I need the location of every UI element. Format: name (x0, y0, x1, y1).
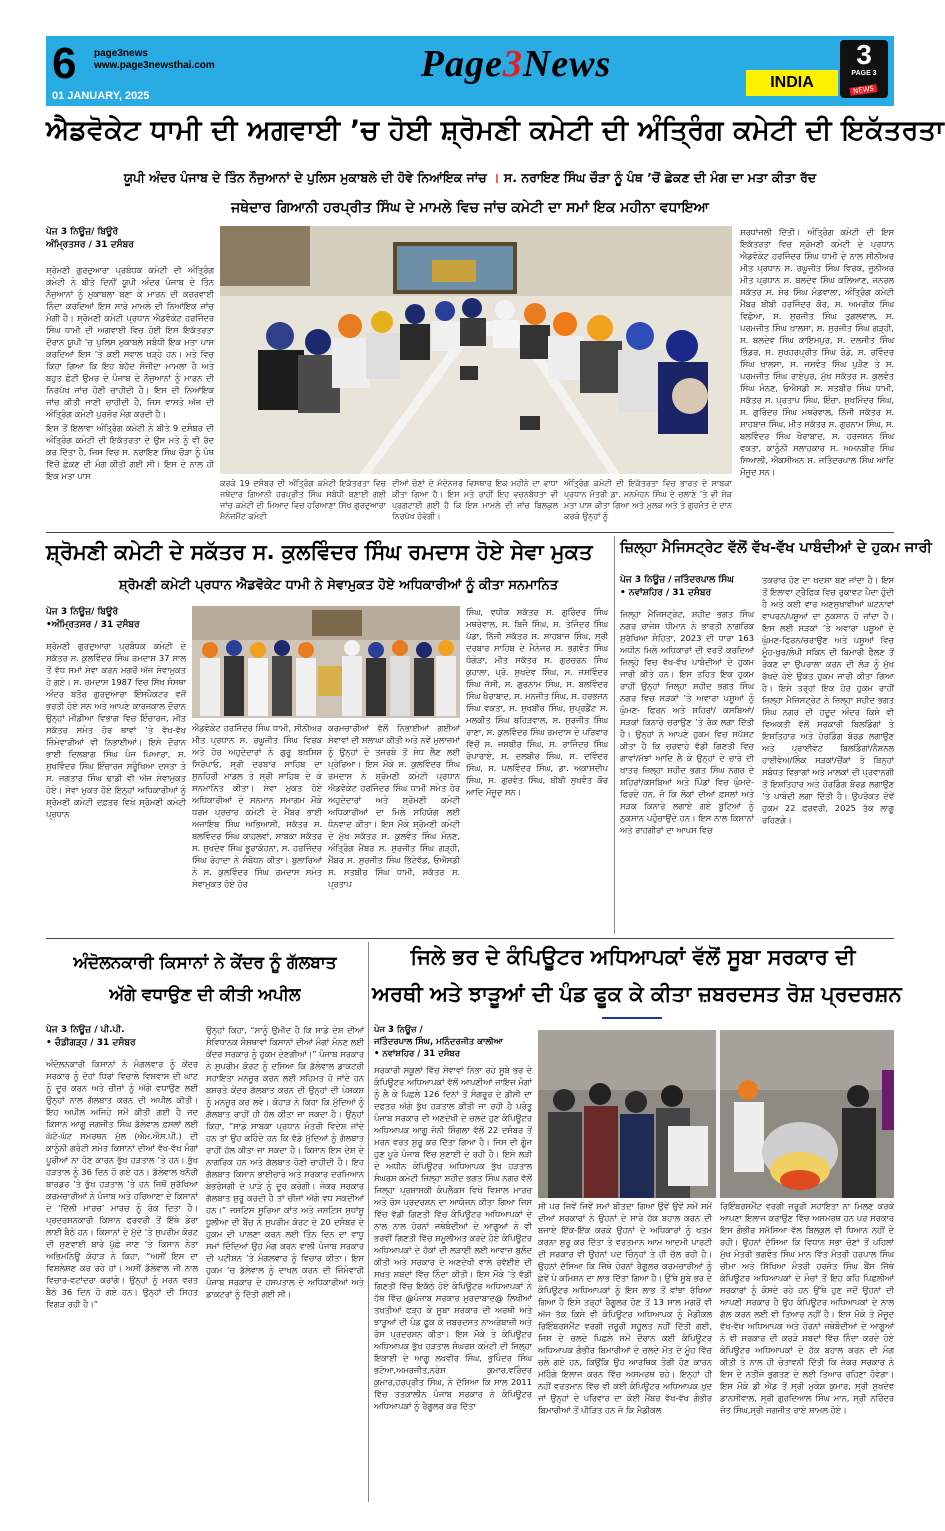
section-divider-1 (46, 532, 894, 533)
story2-subheadline: ਸ਼੍ਰੋਮਣੀ ਕਮੇਟੀ ਪ੍ਰਧਾਨ ਐਡਵੋਕੇਟ ਧਾਮੀ ਨੇ ਸੇਵਾਮੁਕਤ ਹੋਏ ਅਧਿਕਾਰੀਆਂ ਨੂੰ ਕੀਤਾ ਸਨਮਾਨਿਤ (118, 578, 559, 593)
retirement-ceremony-photo (192, 606, 460, 718)
region-badge: INDIA (746, 70, 838, 96)
story1-byline (46, 226, 211, 252)
story1-caption-3: ਅੰਤ੍ਰਿੰਗ ਕਮੇਟੀ ਦੀ ਇਕੱਤਰਤਾ ਵਿਚ ਭਾਰਤ ਦੇ ਸਾਬਕਾ ਪ੍ਰਧਾਨ ਮੰਤਰੀ ਡਾ. ਮਨਮੋਹਨ ਸਿੰਘ ਦੇ ਚਲਾਣੇ ’ਤੇ ਵੀ ਸ਼ੋਕ ਮਤਾ ਪਾਸ ਕੀਤਾ ਗਿਆ ਅਤੇ ਮੁਲਕ ਅਤੇ ਤੇ ਗੁਰਮੰਤ ਦੇ ਦਾਨ ਕਰਕੇ ਉਨ੍ਹਾਂ ਨੂੰ (564, 479, 732, 521)
story2-byline-agency: ਪੇਜ 3 ਨਿਊਜ਼/ ਬਿਊਰੋ (46, 607, 119, 617)
story4-byline-place: • ਚੰਡੀਗੜ੍ਹ / 31 ਦਸੰਬਰ (46, 1038, 136, 1048)
story1-caption-2: ਦੀਆਂ ਚੋਣਾਂ ਦੇ ਮੱਦੇਨਜ਼ਰ ਵਿਸਥਾਰ ਇਕ ਮਹੀਨੇ ਦਾ ਵਾਧਾ ਕੀਤਾ ਗਿਆ ਹੈ। ਇਸ ਮਤੇ ਰਾਹੀਂ ਇਹ ਵਚਨਬੱਧਤਾ ਵੀ ਪ੍ਰਗਟਾਈ ਗਈ ਹੈ ਕਿ ਇਸ ਮਾਮਲੇ ਦੀ ਜਾਂਚ ਬਿਲਕੁਲ ਨਿਰਪੱਖ ਹੋਵੇਗੀ। (392, 479, 558, 521)
meeting-photo-illustration (220, 226, 732, 474)
page-number: 6 (52, 39, 77, 88)
masthead (46, 36, 894, 106)
story5-byline-reporters: ਜਤਿੰਦਰਪਾਲ ਸਿੰਘ, ਮਨਿੰਦਰਜੀਤ ਕਾਲੀਆ (374, 1037, 503, 1047)
story3-column-2: ਤਕਰਾਰ ਹੋਣ ਦਾ ਖਦਸ਼ਾ ਬਣ ਜਾਂਦਾ ਹੈ। ਇਸ ਤੋਂ ਇਲਾਵਾ ਟ੍ਰੈਫਿਕ ਵਿਚ ਰੁਕਾਵਟ ਪੈਦਾ ਹੁੰਦੀ ਹੈ ਅਤੇ ਕਈ ਵਾਰ ਅਣਸੁਖਾਵੀਆਂ ਘਟਨਾਵਾਂ ਵਾਪਰਨ/ਪਸ਼ੂਆਂ ਦਾ ਨੁਕਸਾਨ ਹੋ ਜਾਂਦਾ ਹੈ। ਇਸ ਲਈ ਸੜਕਾਂ ’ਤੇ ਅਵਾਰਾ ਪਸ਼ੂਆਂ ਦੇ ਘੁੰਮਣ-ਫਿਰਨ/ਚਰਾਉਣ ਅਤੇ ਪਸ਼ੂਆਂ ਵਿਚ ਮੂੰਹ-ਖੁਰ/ਲੰਪੀ ਸਕਿਨ ਦੀ ਬਿਮਾਰੀ ਫੈਲਣ ਤੋਂ ਰੋਕਣ ਦਾ ਉਪਰਾਲਾ ਕਰਨ ਦੀ ਲੋੜ ਨੂੰ ਮੁੱਖ ਰੱਖਦੇ ਹੋਏ ਉਕਤ ਹੁਕਮ ਜਾਰੀ ਕੀਤਾ ਗਿਆ ਹੈ। ਇਸੇ ਤਰ੍ਹਾਂ ਇਕ ਹੋਰ ਹੁਕਮ ਰਾਹੀਂ ਜ਼ਿਲ੍ਹਾ ਮੈਜਿਸਟ੍ਰੇਟ ਨੇ ਜ਼ਿਲ੍ਹਾ ਸ਼ਹੀਦ ਭਗਤ ਸਿੰਘ ਨਗਰ ਦੀ ਹਦੂਦ ਅੰਦਰ ਕਿਸੇ ਵੀ ਵਿਅਕਤੀ ਵੱਲੋਂ ਸਰਕਾਰੀ ਬਿਲਡਿੰਗਾਂ ਤੇ ਇਸ਼ਤਿਹਾਰ ਅਤੇ ਹੋਰਡਿੰਗ ਬੋਰਡ ਲਗਾਉਣ ਅਤੇ ਪ੍ਰਾਈਵੇਟ ਬਿਲਡਿੰਗਾਂ/ਨੈਸ਼ਨਲ ਹਾਈਵੇਅ/ਲਿੰਕ ਸੜਕਾਂ/ਚੌਂਕਾਂ ਤੇ ਬਿਨ੍ਹਾਂ ਸਬੰਧਤ ਵਿਭਾਗਾਂ ਅਤੇ ਮਾਲਕਾਂ ਦੀ ਪ੍ਰਵਾਨਗੀ ਤੋਂ ਇਸ਼ਤਿਹਾਰ ਅਤੇ ਹੋਰਡਿੰਗ ਬੋਰਡ ਲਗਾਉਣ ’ਤੇ ਪਾਬੰਦੀ ਲਗਾ ਦਿੱਤੀ ਹੈ। ਉਪਰੋਕਤ ਦੋਵੇਂ ਹੁਕਮ 22 ਫਰਵਰੀ, 2025 ਤੱਕ ਲਾਗੂ ਰਹਿਣਗੇ। (762, 575, 894, 825)
story2-byline (46, 606, 186, 632)
story5-column-1: ਸਰਕਾਰੀ ਸਕੂਲਾਂ ਵਿੱਚ ਸੇਵਾਵਾਂ ਨਿਭਾ ਰਹੇ ਸੂਬੇ ਭਰ ਦੇ ਕੰਪਿਊਟਰ ਅਧਿਆਪਕਾਂ ਵੱਲੋਂ ਆਪਣੀਆਂ ਜਾਇਜ਼ ਮੰਗਾਂ ਨੂੰ ਲੈ ਕੇ ਪਿਛਲੇ 126 ਦਿਨਾਂ ਤੋਂ ਸੰਗਰੂਰ ਦੇ ਡੀਸੀ ਦਾ ਦਫਤਰ ਅੱਗੇ ਭੁੱਖ ਹੜਤਾਲ ਕੀਤੀ ਜਾ ਰਹੀ ਹੈ ਪਰੰਤੂ ਪੰਜਾਬ ਸਰਕਾਰ ਦੀ ਅਣਦੇਖੀ ਦੇ ਚਲਦੇ ਹੁਣ ਕੰਪਿਊਟਰ ਅਧਿਆਪਕ ਆਗੂ ਜੋਨੀ ਸਿੰਗਲਾ ਵੱਲੋਂ 22 ਦਸੰਬਰ ਤੋਂ ਮਰਨ ਵਰਤ ਸ਼ੁਰੂ ਕਰ ਦਿੱਤਾ ਗਿਆ ਹੈ। ਜਿਸ ਦੀ ਗੂੰਜ ਹੁਣ ਪੂਰੇ ਪੰਜਾਬ ਵਿੱਚ ਸੁਣਾਈ ਦੇ ਰਹੀ ਹੈ। ਇਸੇ ਲੜੀ ਦੇ ਅਧੀਨ ਕੰਪਿਊਟਰ ਅਧਿਆਪਕ ਭੁੱਖ ਹੜਤਾਲ ਸੰਘਰਸ਼ ਕਮੇਟੀ ਜਿਲ੍ਹਾ ਸ਼ਹੀਦ ਭਗਤ ਸਿੰਘ ਨਗਰ ਵੱਲੋਂ ਜਿਲ੍ਹਾ ਪ੍ਰਸ਼ਾਸਕੀ ਕੰਪਲੈਕਸ ਵਿਖੇ ਵਿਸ਼ਾਲ ਮਾਰਚ ਅਤੇ ਰੋਸ ਪ੍ਰਦਰਸ਼ਨ ਦਾ ਆਯੋਜਨ ਕੀਤਾ ਗਿਆ ਜਿਸ ਵਿੱਚ ਵੱਡੀ ਗਿਣਤੀ ਵਿੱਚ ਕੰਪਿਊਟਰ ਅਧਿਆਪਕਾਂ ਦੇ ਨਾਲ ਨਾਲ ਹੋਰਨਾਂ ਜਥੇਬੰਦੀਆਂ ਦੇ ਆਗੂਆਂ ਨੇ ਵੀ ਭਰਵੀਂ ਗਿਣਤੀ ਵਿੱਚ ਸ਼ਮੂਲੀਅਤ ਕਰਦੇ ਹੋਏ ਕੰਪਿਊਟਰ ਅਧਿਆਪਕਾਂ ਦੇ ਹੱਕਾਂ ਦੀ ਲੜਾਈ ਲਈ ਆਵਾਜ਼ ਬੁਲੰਦ ਕੀਤੀ ਅਤੇ ਸਰਕਾਰ ਦੇ ਅਣਦੇਖੀ ਵਾਲੇ ਰਵੱਈਏ ਦੀ ਸਖ਼ਤ ਸ਼ਬਦਾਂ ਵਿੱਚ ਨਿੰਦਾ ਕੀਤੀ। ਇਸ ਮੌਕੇ ’ਤੇ ਵੱਡੀ ਗਿਣਤੀ ਵਿੱਚ ਇਕੱਠੇ ਹੋਏ ਕੰਪਿਊਟਰ ਅਧਿਆਪਕਾਂ ਨੇ ਹੱਥ ਵਿੱਚ @ਪੰਜਾਬ ਸਰਕਾਰ ਮੁਰਦਾਬਾਦ@ ਲਿਖੀਆਂ ਤਖਤੀਆਂ ਫੜ੍ਹ ਕੇ ਸੂਬਾ ਸਰਕਾਰ ਦੀ ਅਰਥੀ ਅਤੇ ਝਾੜੂਆਂ ਦੀ ਪੰਡ ਫੂਕ ਕੇ ਜ਼ਬਰਦਸਤ ਨਾਅਰੇਬਾਜ਼ੀ ਅਤੇ ਰੋਸ ਪ੍ਰਦਰਸ਼ਨ ਕੀਤਾ। ਇਸ ਮੌਕੇ ਤੇ ਕੰਪਿਊਟਰ ਅਧਿਆਪਕ ਭੁੱਖ ਹੜਤਾਲ ਸੰਘਰਸ਼ ਕਮੇਟੀ ਦੀ ਜ਼ਿਲ੍ਹਾ ਇਕਾਈ ਦੇ ਆਗੂ ਲਖਵੀਰ ਸਿੰਘ, ਭੁਪਿੰਦਰ ਸਿੰਘ ਭਟੋਆ,ਅਮਰਜੀਤ,ਨਰੇਸ਼ ਕੁਮਾਰ,ਵਰਿੰਦਰ ਕੁਮਾਰ,ਹਰਪ੍ਰੀਤ ਸਿੰਘ, ਨੇ ਦੱਸਿਆ ਕਿ ਸਾਲ 2011 ਵਿੱਚ ਤਤਕਾਲੀਨ ਪੰਜਾਬ ਸਰਕਾਰ ਨੇ ਕੰਪਿਊਟਰ ਅਧਿਆਪਕਾਂ ਨੂੰ ਰੈਗੂਲਰ ਕਰ ਦਿੱਤਾ (374, 1065, 532, 1411)
story2-column-2: ਐਡਵੋਕੇਟ ਹਰਜਿੰਦਰ ਸਿੰਘ ਧਾਮੀ, ਸੀਨੀਅਰ ਮੀਤ ਪ੍ਰਧਾਨ ਸ. ਰਘੂਜੀਤ ਸਿੰਘ ਵਿਰਕ ਅਤੇ ਹੋਰ ਅਹੁਦੇਦਾਰਾਂ ਨੇ ਗੁਰੂ ਬਖ਼ਸ਼ਿਸ਼ ਸਿਰੋਪਾਓ, ਸ੍ਰੀ ਦਰਬਾਰ ਸਾਹਿਬ ਦਾ ਸੁਨਹਿਰੀ ਮਾਡਲ ਤੇ ਸ੍ਰੀ ਸਾਹਿਬ ਦੇ ਕੇ ਸਨਮਾਨਿਤ ਕੀਤਾ। ਸੇਵਾ ਮੁਕਤ ਹੋਏ ਅਧਿਕਾਰੀਆਂ ਦੇ ਸਨਮਾਨ ਸਮਾਗਮ ਮੌਕੇ ਧਰਮ ਪ੍ਰਚਾਰ ਕਮੇਟੀ ਦੇ ਮੈਂਬਰ ਭਾਈ ਅਜਾਇਬ ਸਿੰਘ ਅਭਿਆਸੀ, ਸਕੱਤਰ ਸ. ਬਲਵਿੰਦਰ ਸਿੰਘ ਕਾਹਲਵਾਂ, ਸਾਬਕਾ ਸਕੱਤਰ ਸ. ਸੁਖਦੇਵ ਸਿੰਘ ਭੂਰਾਕੋਹਨਾ, ਸ. ਹਰਜਿੰਦਰ ਸਿੰਘ ਰੋਹਾਦਾ ਨੇ ਸੰਬੋਧਨ ਕੀਤਾ। ਬੁਲਾਰਿਆਂ ਨੇ ਸ. ਕੁਲਵਿੰਦਰ ਸਿੰਘ ਰਮਦਾਸ ਸਮੇਤ ਸੇਵਾਮੁਕਤ ਹੋਏ ਹੋਰ (192, 723, 322, 889)
title-left: Page (420, 43, 503, 85)
section-divider-2 (46, 938, 894, 939)
story1-sub-right: ਸ. ਨਰਾਇਣ ਸਿੰਘ ਚੌੜਾ ਨੂੰ ਪੰਥ ’ਚੋਂ ਛੇਕਣ ਦੀ ਮੰਗ ਦਾ ਮਤਾ ਕੀਤਾ ਰੱਦ (503, 170, 817, 185)
story3-byline (620, 574, 760, 600)
story5-headline-line-1: ਜਿਲੇ ਭਰ ਦੇ ਕੰਪਿਊਟਰ ਅਧਿਆਪਕਾਂ ਵੱਲੋਂ ਸੂਬਾ ਸਰਕਾਰ ਦੀ (410, 945, 856, 969)
story1-caption-1: ਕਰਕੇ 19 ਦਸੰਬਰ ਦੀ ਅੰਤ੍ਰਿੰਗ ਕਮੇਟੀ ਇਕੱਤਰਤਾ ਵਿਚ ਜਥੇਦਾਰ ਗਿਆਨੀ ਹਰਪ੍ਰੀਤ ਸਿੰਘ ਸਬੰਧੀ ਬਣਾਈ ਗਈ ਜਾਂਚ ਕਮੇਟੀ ਦੀ ਮਿਆਦ ਵਿਚ ਹਰਿਆਣਾ ਸਿੱਖ ਗੁਰਦੁਆਰਾ ਮੈਨੇਜਮੈਂਟ ਕਮੇਟੀ (220, 479, 386, 521)
issue-date: 01 JANUARY, 2025 (52, 90, 150, 102)
story4-column-1: ਅੰਦੋਲਨਕਾਰੀ ਕਿਸਾਨਾਂ ਨੇ ਮੰਗਲਵਾਰ ਨੂੰ ਕੇਂਦਰ ਸਰਕਾਰ ਨੂੰ ਦੋਹਾਂ ਧਿਰਾਂ ਵਿਚਾਲੇ ਵਿਸ਼ਵਾਸ ਦੀ ਘਾਟ ਨੂੰ ਦੂਰ ਕਰਨ ਅਤੇ ਚੀਜ਼ਾਂ ਨੂੰ ਅੱਗੇ ਵਧਾਉਣ ਲਈ ਉਨ੍ਹਾਂ ਨਾਲ ਗੱਲਬਾਤ ਕਰਨ ਦੀ ਅਪੀਲ ਕੀਤੀ। ਇਹ ਅਪੀਲ ਅਜਿਹੇ ਸਮੇਂ ਕੀਤੀ ਗਈ ਹੈ ਜਦ ਕਿਸਾਨ ਆਗੂ ਜਗਜੀਤ ਸਿੰਘ ਡੱਲੇਵਾਲ ਫ਼ਸਲਾਂ ਲਈ ਘੱਟੋ-ਘੱਟ ਸਮਰਥਨ ਮੁੱਲ (ਐਮ.ਐਸ.ਪੀ.) ਦੀ ਕਾਨੂੰਨੀ ਗਰੰਟੀ ਸਮੇਤ ਕਿਸਾਨਾਂ ਦੀਆਂ ਵੱਖ-ਵੱਖ ਮੰਗਾਂ ਪੂਰੀਆਂ ਨਾ ਹੋਣ ਕਾਰਨ ਭੁੱਖ ਹੜਤਾਲ ’ਤੇ ਹਨ। ਭੁੱਖ ਹੜਤਾਲ ਨੂੰ 36 ਦਿਨ ਹੋ ਗਏ ਹਨ। ਡੱਲੇਵਾਲ ਖਨੌਰੀ ਬਾਰਡਰ ’ਤੇ ਭੁੱਖ ਹੜਤਾਲ ’ਤੇ ਹਨ ਜਿਥੋਂ ਸੁਰੱਖਿਆ ਕਰਮਚਾਰੀਆਂ ਨੇ ਪੰਜਾਬ ਅਤੇ ਹਰਿਆਣਾ ਦੇ ਕਿਸਾਨਾਂ ਦੇ ‘ਦਿੱਲੀ ਮਾਰਚ’ ਮਾਰਚ ਨੂੰ ਰੋਕ ਦਿਤਾ ਹੈ। ਪ੍ਰਦਰਸ਼ਨਕਾਰੀ ਕਿਸਾਨ ਫਰਵਰੀ ਤੋਂ ਇੱਥੇ ਡੇਰਾ ਲਾਈ ਬੈਠੇ ਹਨ। ਕਿਸਾਨਾਂ ਦੇ ਮੁੱਦੇ ’ਤੇ ਸੁਪਰੀਮ ਕੋਰਟ ਦੀ ਸੁਣਵਾਈ ਬਾਰੇ ਪੁੱਛੇ ਜਾਣ ’ਤੇ ਕਿਸਾਨ ਨੇਤਾ ਅਭਿਮਨਿਊ ਕੋਹਾੜ ਨੇ ਕਿਹਾ, “ਅਸੀਂ ਇਸ ਦਾ ਵਿਸ਼ਲੇਸ਼ਣ ਕਰ ਰਹੇ ਹਾਂ। ਅਸੀਂ ਡੱਲੇਵਾਲ ਜੀ ਨਾਲ ਵਿਚਾਰ-ਵਟਾਂਦਰਾ ਕਰਾਂਗੇ। ਉਨ੍ਹਾਂ ਨੂੰ ਮਰਨ ਵਰਤ ਬੈਠੇ 36 ਦਿਨ ਹੋ ਗਏ ਹਨ। ਉਨ੍ਹਾਂ ਦੀ ਸਿਹਤ ਵਿਗੜ ਰਹੀ ਹੈ।” (46, 1059, 198, 1309)
story1-right-column: ਸ਼ਰਧਾਂਜਲੀ ਦਿੱਤੀ। ਅੰਤ੍ਰਿੰਗ ਕਮੇਟੀ ਦੀ ਇਸ ਇਕੱਤਰਤਾ ਵਿਚ ਸ਼੍ਰੋਮਣੀ ਕਮੇਟੀ ਦੇ ਪ੍ਰਧਾਨ ਐਡਵੋਕੇਟ ਹਰਜਿੰਦਰ ਸਿੰਘ ਧਾਮੀ ਦੇ ਨਾਲ ਸੀਨੀਅਰ ਮੀਤ ਪ੍ਰਧਾਨ ਸ. ਰਘੂਜੀਤ ਸਿੰਘ ਵਿਰਕ, ਜੂਨੀਅਰ ਮੀਤ ਪ੍ਰਧਾਨ ਸ. ਬਲਦੇਵ ਸਿੰਘ ਕਲਿਆਣ, ਜਨਰਲ ਸਕੱਤਰ ਸ. ਸ਼ੇਰ ਸਿੰਘ ਮੰਡਵਾਲਾ, ਅੰਤ੍ਰਿੰਗ ਕਮੇਟੀ ਮੈਂਬਰ ਬੀਬੀ ਹਰਜਿੰਦਰ ਕੌਰ, ਸ. ਅਮਰੀਕ ਸਿੰਘ ਵਿਛੋਆ, ਸ. ਸੁਰਜੀਤ ਸਿੰਘ ਤੁਗਲਵਾਲ, ਸ. ਪਰਮਜੀਤ ਸਿੰਘ ਖ਼ਾਲਸਾ, ਸ. ਸੁਰਜੀਤ ਸਿੰਘ ਗੜ੍ਹੀ, ਸ. ਬਲਦੇਵ ਸਿੰਘ ਕਾਇਮਪੁਰ, ਸ. ਦਲਜੀਤ ਸਿੰਘ ਭਿੰਡਰ, ਸ. ਸੁਖਹਰਪ੍ਰੀਤ ਸਿੰਘ ਰੋਡੇ, ਸ. ਰਵਿੰਦਰ ਸਿੰਘ ਖ਼ਾਲਸਾ, ਸ. ਜਸਵੰਤ ਸਿੰਘ ਪੁੜੈਣ ਤੇ ਸ. ਪਰਮਜੀਤ ਸਿੰਘ ਰਾਏਪੁਰ, ਮੁੱਖ ਸਕੱਤਰ ਸ. ਕੁਲਵੰਤ ਸਿੰਘ ਮੰਨਣ, ਓਐਸਡੀ ਸ. ਸਤਬੀਰ ਸਿੰਘ ਧਾਮੀ, ਸਕੱਤਰ ਸ. ਪ੍ਰਤਾਪ ਸਿੰਘ, ਇੰਚਾ. ਸੁਖਮਿੰਦਰ ਸਿੰਘ, ਸ. ਗੁਰਿੰਦਰ ਸਿੰਘ ਮਥਰੇਵਾਲ, ਨਿੱਜੀ ਸਕੱਤਰ ਸ. ਸ਼ਾਹਬਾਜ਼ ਸਿੰਘ, ਮੀਤ ਸਕੱਤਰ ਸ. ਗੁਰਨਾਮ ਸਿੰਘ, ਸ. ਬਲਵਿੰਦਰ ਸਿੰਘ ਖੈਰਾਬਾਦ, ਸ. ਹਰਜਸ਼ਨ ਸਿੰਘ ਵਕਤਾ, ਕਾਨੂੰਨੀ ਸਲਾਹਕਾਰ ਸ. ਅਮਨਬੀਰ ਸਿੰਘ ਸਿਆਲੀ, ਐਕਸੀਅਨ ਸ. ਜਤਿੰਦਰਪਾਲ ਸਿੰਘ ਆਦਿ ਮੌਜੂਦ ਸਨ। (740, 227, 894, 477)
story4-column-2: ਉਨ੍ਹਾਂ ਕਿਹਾ, “ਸਾਨੂੰ ਉਮੀਦ ਹੈ ਕਿ ਸਾਡੇ ਦੇਸ਼ ਦੀਆਂ ਸੰਵਿਧਾਨਕ ਸੰਸਥਾਵਾਂ ਕਿਸਾਨਾਂ ਦੀਆਂ ਮੰਗਾਂ ਮੰਨਣ ਲਈ ਕੇਂਦਰ ਸਰਕਾਰ ਨੂੰ ਹੁਕਮ ਦੇਣਗੀਆਂ।” ਪੰਜਾਬ ਸਰਕਾਰ ਨੇ ਸੁਪਰੀਮ ਕੋਰਟ ਨੂੰ ਦਸਿਆ ਕਿ ਡੱਲੇਵਾਲ ਡਾਕਟਰੀ ਸਹਾਇਤਾ ਮਨਜ਼ੂਰ ਕਰਨ ਲਈ ਸਹਿਮਤ ਹੋ ਜਾਂਦੇ ਹਨ ਬਸ਼ਰਤੇ ਕੇਂਦਰ ਗੱਲਬਾਤ ਕਰਨ ਦੀ ਉਨ੍ਹਾਂ ਦੀ ਪੇਸ਼ਕਸ਼ ਨੂੰ ਮਨਜ਼ੂਰ ਕਰ ਲਵੇ। ਕੋਹਾੜ ਨੇ ਕਿਹਾ ਕਿ ਮੁੱਦਿਆਂ ਨੂੰ ਗੱਲਬਾਤ ਰਾਹੀਂ ਹੀ ਹੱਲ ਕੀਤਾ ਜਾ ਸਕਦਾ ਹੈ। ਉਨ੍ਹਾਂ ਕਿਹਾ, “ਸਾਡੇ ਸਾਬਕਾ ਪ੍ਰਧਾਨ ਮੰਤਰੀ ਵਿਦੇਸ਼ ਜਾਂਦੇ ਹਨ ਤਾਂ ਉਹ ਕਹਿੰਦੇ ਹਨ ਕਿ ਵੱਡੇ ਮੁੱਦਿਆਂ ਨੂੰ ਗੱਲਬਾਤ ਰਾਹੀਂ ਹੱਲ ਕੀਤਾ ਜਾ ਸਕਦਾ ਹੈ। ਕਿਸਾਨ ਇਸ ਦੇਸ਼ ਦੇ ਨਾਗਰਿਕ ਹਨ ਅਤੇ ਗੱਲਬਾਤ ਹੋਣੀ ਚਾਹੀਦੀ ਹੈ। ਇਹ ਗੱਲਬਾਤ ਕਿਸਾਨ ਭਾਈਚਾਰੇ ਅਤੇ ਸਰਕਾਰ ਦਰਮਿਆਨ ਬੇਭਰੋਸਗੀ ਦੇ ਪਾੜੇ ਨੂੰ ਦੂਰ ਕਰੇਗੀ। ਜੇਕਰ ਸਰਕਾਰ ਗੱਲਬਾਤ ਸ਼ੁਰੂ ਕਰਦੀ ਹੈ ਤਾਂ ਚੀਜ਼ਾਂ ਅੱਗੇ ਵਧ ਸਕਦੀਆਂ ਹਨ।” ਜਸਟਿਸ ਸੂਰਿਆ ਕਾਂਤ ਅਤੇ ਜਸਟਿਸ ਸੁਧਾਂਸ਼ੂ ਧੂਲੀਆ ਦੀ ਬੈਂਚ ਨੇ ਸੁਪਰੀਮ ਕੋਰਟ ਦੇ 20 ਦਸੰਬਰ ਦੇ ਹੁਕਮ ਦੀ ਪਾਲਣਾ ਕਰਨ ਲਈ ਤਿੰਨ ਦਿਨ ਦਾ ਵਾਧੂ ਸਮਾਂ ਦਿੰਦਿਆਂ ਉਹ ਮੰਗ ਕਰਨ ਵਾਲੀ ਪੰਜਾਬ ਸਰਕਾਰ ਦੀ ਪਟੀਸ਼ਨ ’ਤੇ ਮੰਗਲਵਾਰ ਨੂੰ ਵਿਚਾਰ ਕੀਤਾ। ਇਸ ਹੁਕਮ ’ਚ ਡੱਲੇਵਾਲ ਨੂੰ ਦਾਖਲ ਕਰਨ ਦੀ ਜ਼ਿੰਮੇਵਾਰੀ ਪੰਜਾਬ ਸਰਕਾਰ ਦੇ ਹਸਪਤਾਲ ਦੇ ਅਧਿਕਾਰੀਆਂ ਅਤੇ ਡਾਕਟਰਾਂ ਨੂੰ ਦਿੱਤੀ ਗਈ ਸੀ। (206, 1025, 364, 1299)
story2-column-1: ਸ਼੍ਰੋਮਣੀ ਗੁਰਦੁਆਰਾ ਪ੍ਰਬੰਧਕ ਕਮੇਟੀ ਦੇ ਸਕੱਤਰ ਸ. ਕੁਲਵਿੰਦਰ ਸਿੰਘ ਰਮਦਾਸ 37 ਸਾਲ ਤੋਂ ਵੱਧ ਸਮਾਂ ਸੇਵਾ ਕਰਨ ਮਗਰੋਂ ਅੱਜ ਸੇਵਾਮੁਕਤ ਹੋ ਗਏ। ਸ. ਰਮਦਾਸ 1987 ਵਿਚ ਸਿੱਖ ਸੰਸਥਾ ਅੰਦਰ ਬਤੌਰ ਗੁਰਦੁਆਰਾ ਇੰਸਪੈਕਟਰ ਵਜੋਂ ਭਰਤੀ ਹੋਏ ਸਨ ਅਤੇ ਆਪਣੇ ਕਾਰਜਕਾਲ ਦੌਰਾਨ ਉਨ੍ਹਾਂ ਮੀਡੀਆ ਵਿਭਾਗ ਵਿਚ ਇੰਚਾਰਜ, ਮੀਤ ਸਕੱਤਰ ਸਮੇਤ ਹੋਰ ਥਾਵਾਂ ’ਤੇ ਵੱਖ-ਵੱਖ ਜ਼ਿੰਮੇਵਾਰੀਆਂ ਵੀ ਨਿਭਾਈਆਂ। ਇਸੇ ਦੌਰਾਨ ਭਾਈ ਦਿਲਬਾਗ ਸਿੰਘ ਪੰਜ ਪਿਆਰਾ, ਸ. ਸੁਖਵਿੰਦਰ ਸਿੰਘ ਇੰਚਾਰਜ ਸਰੂੰਖਿਆ ਦਸਤਾ ਤੇ ਸ. ਜਗਤਾਰ ਸਿੰਘ ਢਾਡੀ ਵੀ ਅੱਜ ਸੇਵਾਮੁਕਤ ਹੋਏ। ਸੇਵਾ ਮੁਕਤ ਹੋਏ ਇਨ੍ਹਾਂ ਅਧਿਕਾਰੀਆਂ ਨੂੰ ਸ਼੍ਰੋਮਣੀ ਕਮੇਟੀ ਦਫ਼ਤਰ ਵਿਖੇ ਸ਼੍ਰੋਮਣੀ ਕਮੇਟੀ ਪ੍ਰਧਾਨ (46, 641, 186, 819)
masthead-handle: page3news (94, 48, 148, 59)
story1-column-1 (46, 264, 214, 524)
story3-column-1: ਜ਼ਿਲ੍ਹਾ ਮੈਜਿਸਟ੍ਰੇਟ, ਸ਼ਹੀਦ ਭਗਤ ਸਿੰਘ ਨਗਰ ਰਾਜੇਸ਼ ਧੀਮਾਨ ਨੇ ਭਾਰਤੀ ਨਾਗਰਿਕ ਸੁਰੱਖਿਆ ਸੰਹਿਤਾ, 2023 ਦੀ ਧਾਰਾ 163 ਅਧੀਨ ਮਿਲੇ ਅਧਿਕਾਰਾਂ ਦੀ ਵਰਤੋਂ ਕਰਦਿਆਂ ਜ਼ਿਲ੍ਹੇ ਵਿਚ ਵੱਖ-ਵੱਖ ਪਾਬੰਦੀਆਂ ਦੇ ਹੁਕਮ ਜਾਰੀ ਕੀਤੇ ਹਨ। ਇਸ ਤਹਿਤ ਇਕ ਹੁਕਮ ਰਾਹੀਂ ਉਨ੍ਹਾਂ ਜ਼ਿਲ੍ਹਾ ਸ਼ਹੀਦ ਭਗਤ ਸਿੰਘ ਨਗਰ ਵਿਚ ਸੜਕਾਂ ’ਤੇ ਅਵਾਰਾ ਪਸ਼ੂਆਂ ਨੂੰ ਘੁੰਮਣ- ਫਿਰਨ ਅਤੇ ਸ਼ਹਿਰਾਂ/ ਕਸਬਿਆਂ/ ਸੜਕਾਂ ਕਿਨਾਰੇ ਚਰਾਉਣ ’ਤੇ ਰੋਕ ਲਗਾ ਦਿੱਤੀ ਹੈ। ਉਨ੍ਹਾਂ ਨੇ ਆਪਣੇ ਹੁਕਮ ਵਿਚ ਸਪੱਸ਼ਟ ਕੀਤਾ ਹੈ ਕਿ ਚਰਵਾਹੇ ਵੱਡੀ ਗਿਣਤੀ ਵਿਚ ਗਾਵਾਂ/ਮੱਝਾਂ ਆਦਿ ਲੈ ਕੇ ਉਨ੍ਹਾਂ ਦੇ ਚਾਰੇ ਦੀ ਖ਼ਾਤਰ ਜ਼ਿਲ੍ਹਾ ਸ਼ਹੀਦ ਭਗਤ ਸਿੰਘ ਨਗਰ ਦੇ ਸ਼ਹਿਰਾਂ/ਕਸਬਿਆਂ ਅਤੇ ਪਿੰਡਾਂ ਵਿਚ ਘੁੰਮਦੇ-ਫਿਰਦੇ ਹਨ, ਜੋ ਕਿ ਲੋਕਾਂ ਦੀਆਂ ਫ਼ਸਲਾਂ ਅਤੇ ਸੜਕ ਕਿਨਾਰੇ ਲਗਾਏ ਗਏ ਬੂਟਿਆਂ ਨੂੰ ਨੁਕਸਾਨ ਪਹੁੰਚਾਉਂਦੇ ਹਨ। ਇਸ ਨਾਲ ਕਿਸਾਨਾਂ ਅਤੇ ਰਾਹਗੀਰਾਂ ਦਾ ਆਪਸ ਵਿਚ (620, 609, 754, 835)
story5-column-2: ਸੀ ਪਰ ਜਿਵੇਂ ਜਿਵੇਂ ਸਮਾਂ ਬੀਤਦਾ ਗਿਆ ਉਵੇਂ ਉਵੇਂ ਸਮੇਂ ਸਮੇਂ ਦੀਆਂ ਸਰਕਾਰਾਂ ਨੇ ਉਹਨਾਂ ਦੇ ਸਾਰੇ ਹੱਕ ਬਹਾਲ ਕਰਨ ਦੀ ਬਜਾਏ ਇੱਕ-ਇੱਕ ਕਰਕੇ ਉਹਨਾਂ ਦੇ ਅਧਿਕਾਰਾਂ ਨੂੰ ਖਤਮ ਕਰਨਾ ਸ਼ੁਰੂ ਕਰ ਦਿੱਤਾ ਤੇ ਵਰਤਮਾਨ ਆਮ ਆਦਮੀ ਪਾਰਟੀ ਦੀ ਸਰਕਾਰ ਵੀ ਉਹਨਾਂ ਪਦ ਚਿੰਨ੍ਹਾਂ ਤੇ ਹੀ ਚੱਲ ਰਹੀ ਹੈ। ਉਹਨਾਂ ਦੱਸਿਆ ਕਿ ਜਿੱਥੇ ਹੋਰਨਾਂ ਰੈਗੂਲਰ ਕਰਮਚਾਰੀਆਂ ਨੂੰ ਛੇਵੇਂ ਪੇ ਕਮਿਸ਼ਨ ਦਾ ਲਾਭ ਦਿੱਤਾ ਗਿਆ ਹੈ। ਉੱਥੇ ਸੂਬੇ ਭਰ ਦੇ ਕੰਪਿਊਟਰ ਅਧਿਆਪਕਾਂ ਨੂੰ ਇਸ ਲਾਭ ਤੋਂ ਵਾਂਝਾ ਰੱਖਿਆ ਗਿਆ ਹੈ ਇਸੇ ਤਰ੍ਹਾਂ ਰੈਗੂਲਰ ਹੋਣ ਤੋਂ 13 ਸਾਲ ਮਗਰੋਂ ਵੀ ਅੱਜ ਤੱਕ ਕਿਸੇ ਵੀ ਕੰਪਿਊਟਰ ਅਧਿਆਪਕ ਨੂੰ ਮੈਡੀਕਲ ਰਿਇੰਬਰਸਮੈਂਟ ਵਰਗੀ ਜ਼ਰੂਰੀ ਸਹੂਲਤ ਨਹੀਂ ਦਿੱਤੀ ਗਈ, ਜਿਸ ਦੇ ਚਲਦੇ ਪਿਛਲੇ ਸਮੇਂ ਦੌਰਾਨ ਕਈ ਕੰਪਿਊਟਰ ਅਧਿਆਪਕ ਗੰਭੀਰ ਬਿਮਾਰੀਆਂ ਦੇ ਚਲਦੇ ਮੌਤ ਦੇ ਮੂੰਹ ਵਿੱਚ ਚਲੇ ਗਏ ਹਨ, ਕਿਉਂਕਿ ਉਹ ਆਰਥਿਕ ਤੰਗੀ ਹੋਣ ਕਾਰਨ ਮਹਿੰਗੇ ਇਲਾਜ ਕਰਨ ਵਿੱਚ ਅਸਮਰਥ ਰਹੇ। ਇਨ੍ਹਾਂ ਹੀ ਨਹੀਂ ਵਰਤਮਾਨ ਵਿੱਚ ਵੀ ਕਈ ਕੰਪਿਊਟਰ ਅਧਿਆਪਕ ਖ਼ੁਦ ਜਾਂ ਉਨ੍ਹਾਂ ਦੇ ਪਰਿਵਾਰ ਦਾ ਕੋਈ ਮੈਂਬਰ ਵੱਖ-ਵੱਖ ਗੰਭੀਰ ਬਿਮਾਰੀਆਂ ਤੋਂ ਪੀੜਿਤ ਹਨ ਜੋ ਕਿ ਮੈਡੀਕਲ (538, 1201, 713, 1415)
story4-headline-line-2: ਅੱਗੇ ਵਧਾਉਣ ਦੀ ਕੀਤੀ ਅਪੀਲ (109, 985, 301, 1005)
headline-ornament (602, 1017, 662, 1019)
masthead-url[interactable]: www.page3newsthai.com (94, 60, 215, 71)
story2-column-4: ਸਿੰਘ, ਵਧੀਕ ਸਕੱਤਰ ਸ. ਗੁਰਿੰਦਰ ਸਿੰਘ ਮਥਰੇਵਾਲ, ਸ. ਬਿਜੈ ਸਿੰਘ, ਸ. ਤੇਜਿੰਦਰ ਸਿੰਘ ਪੱਡਾ, ਨਿੱਜੀ ਸਕੱਤਰ ਸ. ਸ਼ਾਹਬਾਜ਼ ਸਿੰਘ, ਸ੍ਰੀ ਦਰਬਾਰ ਸਾਹਿਬ ਦੇ ਮੈਨੇਜਰ ਸ. ਭਗਵੰਤ ਸਿੰਘ ਧੰਗੇੜਾ, ਮੀਤ ਸਕੱਤਰ ਸ. ਗੁਰਚਰਨ ਸਿੰਘ ਕੁਹਾਲਾ, ਪ੍ਰੋ. ਸੁਖਦੇਵ ਸਿੰਘ, ਸ. ਜਸਵਿੰਦਰ ਸਿੰਘ ਜੱਸੀ, ਸ. ਗੁਰਨਾਮ ਸਿੰਘ, ਸ. ਬਲਵਿੰਦਰ ਸਿੰਘ ਖੈਰਾਬਾਦ, ਸ. ਮਨਜੀਤ ਸਿੰਘ, ਸ. ਹਰਭਜਨ ਸਿੰਘ ਵਕਤਾ, ਸ. ਸੁਖਬੀਰ ਸਿੰਘ, ਸੁਪ੍ਰਡੈਂਟ ਸ. ਮਲਕੀਤ ਸਿੰਘ ਬਹਿੜਵਾਲ, ਸ. ਸੁਰਜੀਤ ਸਿੰਘ ਰਾਣਾ, ਸ. ਕੁਲਵਿੰਦਰ ਸਿੰਘ ਰਮਦਾਸ ਦੇ ਪਰਿਵਾਰ ਵਿੱਚੋਂ ਸ. ਜਸਬੀਰ ਸਿੰਘ, ਸ. ਰਾਜਿੰਦਰ ਸਿੰਘ ਰੋਪਾਰਾਏ, ਸ. ਦਲਬੀਰ ਸਿੰਘ, ਸ. ਦਵਿੰਦਰ ਸਿੰਘ, ਸ. ਪਲਵਿੰਦਰ ਸਿੰਘ, ਡਾ. ਅਕਾਸ਼ਦੀਪ ਸਿੰਘ, ਸ. ਗੁਰਵੰਤ ਸਿੰਘ, ਬੀਬੀ ਸੁਖਵੰਤ ਕੌਰ ਆਦਿ ਮੌਜੂਦ ਸਨ। (466, 607, 608, 797)
meeting-photo (220, 226, 732, 474)
logo-number: 3 (856, 39, 872, 70)
retirement-ceremony-illustration (192, 606, 460, 718)
story1-subheadline (46, 170, 894, 186)
column-divider-2 (368, 942, 369, 1502)
story5-byline-place: • ਨਵਾਂਸ਼ਹਿਰ / 31 ਦਸੰਬਰ (374, 1049, 460, 1059)
column-divider-1 (614, 536, 615, 934)
protest-photo (538, 1030, 894, 1198)
logo-text: PAGE 3 (851, 70, 877, 77)
story4-headline-line-1: ਅੰਦੋਲਨਕਾਰੀ ਕਿਸਾਨਾਂ ਨੇ ਕੇਂਦਰ ਨੂੰ ਗੱਲਬਾਤ (73, 953, 337, 973)
page3-logo (840, 40, 888, 98)
story1-sub-separator: । (491, 170, 500, 185)
story1-byline-agency: ਪੇਜ 3 ਨਿਊਜ਼/ ਬਿਊਰੋ (46, 227, 119, 237)
title-right: News (522, 43, 612, 85)
protest-photo-illustration (538, 1030, 894, 1198)
story5-byline-agency: ਪੇਜ 3 ਨਿਊਜ਼ / (374, 1025, 423, 1035)
story2-headline: ਸ਼੍ਰੋਮਣੀ ਕਮੇਟੀ ਦੇ ਸਕੱਤਰ ਸ. ਕੁਲਵਿੰਦਰ ਸਿੰਘ ਰਮਦਾਸ ਹੋਏ ਸੇਵਾ ਮੁਕਤ (46, 540, 593, 564)
story5-headline-line-2: ਅਰਥੀ ਅਤੇ ਝਾੜੂਆਂ ਦੀ ਪੰਡ ਫੂਕ ਕੇ ਕੀਤਾ ਜ਼ਬਰਦਸਤ ਰੋਸ਼ ਪ੍ਰਦਰਸ਼ਨ (372, 982, 902, 1006)
story1-col1-para2: ਇਸ ਤੋਂ ਇਲਾਵਾ ਅੰਤ੍ਰਿੰਗ ਕਮੇਟੀ ਨੇ ਬੀਤੇ 9 ਦਸੰਬਰ ਦੀ ਅੰਤ੍ਰਿੰਗ ਕਮੇਟੀ ਦੀ ਇਕੱਤਰਤਾ ਦੇ ਉਸ ਮਤੇ ਨੂੰ ਵੀ ਰੱਦ ਕਰ ਦਿੱਤਾ ਹੈ, ਜਿਸ ਵਿਚ ਸ. ਨਰਾਇਣ ਸਿੰਘ ਚੌੜਾ ਨੂੰ ਪੰਥ ਵਿੱਚੋਂ ਛੇਕਣ ਦੀ ਮੰਗ ਕੀਤੀ ਗਈ ਸੀ। ਇਸ ਦੇ ਨਾਲ ਹੀ ਇਕ ਮਤਾ ਪਾਸ (46, 423, 214, 481)
story3-byline-agency: ਪੇਜ 3 ਨਿਊਜ਼ / ਜਤਿੰਦਰਪਾਲ ਸਿੰਘ (620, 575, 734, 585)
title-three: 3 (502, 43, 523, 85)
story3-byline-place: • ਨਵਾਂਸ਼ਹਿਰ / 31 ਦਸੰਬਰ (620, 588, 712, 598)
story5-byline (374, 1024, 534, 1060)
story4-byline (46, 1024, 196, 1050)
story1-col1-para1: ਸ਼੍ਰੋਮਣੀ ਗੁਰਦੁਆਰਾ ਪ੍ਰਬੰਧਕ ਕਮੇਟੀ ਦੀ ਅੰਤ੍ਰਿੰਗ ਕਮੇਟੀ ਨੇ ਬੀਤੇ ਦਿਨੀਂ ਯੂਪੀ ਅੰਦਰ ਪੰਜਾਬ ਦੇ ਤਿੰਨ ਨੌਜੁਆਨਾਂ ਨੂੰ ਮੁਕਾਬਲਾ ਬਣਾ ਕੇ ਮਾਰਨ ਦੀ ਕਰਰਵਾਈ ਨਿੰਦਾ ਕਰਦਿਆਂ ਇਸ ਸਾਰੇ ਮਾਮਲੇ ਦੀ ਨਿਆਂਇਕ ਜਾਂਚ ਮੰਗੀ ਹੈ। ਸ਼੍ਰੋਮਣੀ ਕਮੇਟੀ ਪ੍ਰਧਾਨ ਐਡਵੋਕੇਟ ਹਰਜਿੰਦਰ ਸਿੰਘ ਧਾਮੀ ਦੀ ਅਗਵਾਈ ਵਿਚ ਹੋਈ ਇਸ ਇਕੱਤਰਤਾ ਦੌਰਾਨ ਯੂਪੀ ’ਚ ਪੁਲਿਸ ਮੁਕਾਬਲੇ ਸਬੰਧੀ ਇਕ ਮਤਾ ਪਾਸ ਕਰਦਿਆਂ ਇਸ ’ਤੇ ਕਈ ਸਵਾਲ ਖੜ੍ਹੇ ਹਨ। ਮਤੇ ਵਿਚ ਕਿਹਾ ਗਿਆ ਕਿ ਇਹ ਬੇਹੱਦ ਸੰਜੀਦਾ ਮਾਮਲਾ ਹੈ ਅਤੇ ਬਹੁਤ ਛੋਟੀ ਉਮਰ ਦੇ ਪੰਜਾਬ ਦੇ ਨੌਜੁਆਨਾਂ ਨੂੰ ਮਾਰਨ ਦੀ ਨਿਰਪੱਖ ਜਾਂਚ ਹੋਣੀ ਚਾਹੀਦੀ ਹੈ। ਇਸ ਦੀ ਨਿਆਂਇਕ ਜਾਂਚ ਕੀਤੀ ਜਾਣੀ ਚਾਹੀਦੀ ਹੈ, ਜਿਸ ਵਾਸਤੇ ਅੱਜ ਦੀ ਅੰਤ੍ਰਿੰਗ ਕਮੇਟੀ ਪੁਰਜ਼ੋਰ ਮੰਗ ਕਰਦੀ ਹੈ। (46, 265, 214, 419)
story2-column-3: ਕਰਮਚਾਰੀਆਂ ਵੱਲੋਂ ਨਿਭਾਈਆਂ ਗਈਆਂ ਸੇਵਾਵਾਂ ਦੀ ਸ਼ਲਾਘਾ ਕੀਤੀ ਅਤੇ ਨਵੇਂ ਮੁਲਾਜ਼ਮਾਂ ਨੂੰ ਉਨ੍ਹਾਂ ਦੇ ਤਜਰਬੇ ਤੋਂ ਸੇਧ ਲੈਣ ਲਈ ਪ੍ਰੇਰਿਆ। ਇਸ ਮੌਕੇ ਸ. ਕੁਲਵਿੰਦਰ ਸਿੰਘ ਰਮਦਾਸ ਨੇ ਸ਼੍ਰੋਮਣੀ ਕਮੇਟੀ ਪ੍ਰਧਾਨ ਐਡਵੋਕੇਟ ਹਰਜਿੰਦਰ ਸਿੰਘ ਧਾਮੀ ਸਮੇਤ ਹੋਰ ਅਹੁਦੇਦਾਰਾਂ ਅਤੇ ਸ਼੍ਰੋਮਣੀ ਕਮੇਟੀ ਅਧਿਕਾਰੀਆਂ ਦਾ ਮਿਲੇ ਸਹਿਯੋਗ ਲਈ ਧੰਨਵਾਦ ਕੀਤਾ। ਇਸ ਮੌਕੇ ਸ਼੍ਰੋਮਣੀ ਕਮੇਟੀ ਦੇ ਮੁੱਖ ਸਕੱਤਰ ਸ. ਕੁਲਵੰਤ ਸਿੰਘ ਮੰਨਣ, ਅੰਤ੍ਰਿੰਗ ਮੈਂਬਰ ਸ. ਸੁਰਜੀਤ ਸਿੰਘ ਗੜ੍ਹੀ, ਮੈਂਬਰ ਸ. ਸੁਰਜੀਤ ਸਿੰਘ ਭਿੱਟੇਵੱਡ, ਓਐਸਡੀ ਸ. ਸਤਬੀਰ ਸਿੰਘ ਧਾਮੀ, ਸਕੱਤਰ ਸ. ਪ੍ਰਤਾਪ (328, 723, 460, 889)
story3-headline: ਜ਼ਿਲ੍ਹਾ ਮੈਜਿਸਟ੍ਰੇਟ ਵੱਲੋਂ ਵੱਖ-ਵੱਖ ਪਾਬੰਦੀਆਂ ਦੇ ਹੁਕਮ ਜਾਰੀ (620, 540, 932, 556)
story1-sub-left: ਯੂਪੀ ਅੰਦਰ ਪੰਜਾਬ ਦੇ ਤਿੰਨ ਨੌਜੁਆਨਾਂ ਦੇ ਪੁਲਿਸ ਮੁਕਾਬਲੇ ਦੀ ਹੋਵੇ ਨਿਆਂਇਕ ਜਾਂਚ (123, 170, 487, 185)
logo-news-tag: NEWS (850, 84, 878, 96)
newspaper-title (396, 42, 636, 86)
story4-byline-agency: ਪੇਜ 3 ਨਿਊਜ਼ / ਪੀ.ਪੀ. (46, 1025, 125, 1035)
story1-byline-place: ਅੰਮ੍ਰਿਤਸਰ / 31 ਦਸੰਬਰ (46, 240, 134, 250)
story5-column-3: ਰਿਇੰਬਰਸਮੈਂਟ ਵਰਗੀ ਜ਼ਰੂਰੀ ਸਹਾਇਤਾ ਨਾ ਮਿਲਣ ਕਰਕੇ ਆਪਣਾ ਇਲਾਜ ਕਰਾਉਣ ਵਿੱਚ ਅਸਮਰਥ ਹਨ ਪਰ ਸਰਕਾਰ ਇਸ ਗੰਭੀਰ ਸਮੱਸਿਆ ਵੱਲ ਬਿਲਕੁਲ ਵੀ ਧਿਆਨ ਨਹੀਂ ਦੇ ਰਹੀ। ਉਹਨਾਂ ਦੱਸਿਆ ਕਿ ਵਿਧਾਨ ਸਭਾ ਚੋਣਾਂ ਤੋਂ ਪਹਿਲਾਂ ਮੁੱਖ ਮੰਤਰੀ ਭਗਵੰਤ ਸਿੰਘ ਮਾਨ ਵਿੱਤ ਮੰਤਰੀ ਹਰਪਾਲ ਸਿੰਘ ਚੀਮਾ ਅਤੇ ਸਿੱਖਿਆ ਮੰਤਰੀ ਹਰਜੋਤ ਸਿੰਘ ਬੈਂਸ ਜਿੱਥੇ ਕੰਪਿਊਟਰ ਅਧਿਆਪਕਾਂ ਦੇ ਮੰਚਾਂ ਤੋਂ ਇਹ ਕਹਿ ਪਿਛਲੀਆਂ ਸਰਕਾਰਾਂ ਨੂੰ ਕੋਸਦੇ ਰਹੇ ਹਨ ਉੱਥੇ ਹੁਣ ਜਦੋਂ ਉਹਨਾਂ ਦੀ ਆਪਣੀ ਸਰਕਾਰ ਹੈ ਉਹ ਕੰਪਿਊਟਰ ਅਧਿਆਪਕਾਂ ਦੇ ਨਾਲ ਗੱਲ ਕਰਨ ਲਈ ਵੀ ਤਿਆਰ ਨਹੀਂ ਹੈ। ਇਸ ਮੌਕੇ ਤੇ ਮੌਜੂਦ ਵੱਖ-ਵੱਖ ਅਧਿਆਪਕ ਅਤੇ ਹੋਰਨਾਂ ਜਥੇਬੰਦੀਆਂ ਦੇ ਆਗੂਆਂ ਨੇ ਵੀ ਸਰਕਾਰ ਦੀ ਕਰੜੇ ਸ਼ਬਦਾਂ ਵਿੱਚ ਨਿੰਦਾ ਕਰਦੇ ਹੋਏ ਕੰਪਿਊਟਰ ਅਧਿਆਪਕਾਂ ਦੇ ਹੱਕ ਬਹਾਲ ਕਰਨ ਦੀ ਮੰਗ ਕੀਤੀ ਤੇ ਨਾਲ ਹੀ ਚੇਤਾਵਨੀ ਦਿੱਤੀ ਕਿ ਜੇਕਰ ਸਰਕਾਰ ਨੇ ਇਸ ਦੇ ਨਤੀਜੇ ਭੁਗਤਣ ਦੇ ਲਈ ਤਿਆਰ ਰਹਿਣਾ ਹੋਵੇਗਾ। ਇਸ ਮੌਕੇ ਡੀ ਐਡ ਤੋਂ ਸ੍ਰੀ ਮੁਕੇਸ਼ ਕੁਮਾਰ, ਸ੍ਰੀ ਸੁਖਦੇਵ ਡਾਨਸੀਵਾਲ, ਸ੍ਰੀ ਗੁਰਦਿਆਲ ਸਿੰਘ ਮਾਨ, ਸ੍ਰੀ ਨਰਿੰਦਰ ਜੋਤ ਸਿੰਘ,ਸ੍ਰੀ ਜਗਜੀਤ ਰਾਏ ਸ਼ਾਮਲ ਹੋਏ। (720, 1201, 894, 1415)
story1-headline: ਐਡਵੋਕੇਟ ਧਾਮੀ ਦੀ ਅਗਵਾਈ ’ਚ ਹੋਈ ਸ਼੍ਰੋਮਣੀ ਕਮੇਟੀ ਦੀ ਅੰਤ੍ਰਿੰਗ ਕਮੇਟੀ ਦੀ ਇਕੱਤਰਤਾ (46, 115, 944, 146)
masthead-meta (94, 48, 215, 72)
story1-subheadline-2: ਜਥੇਦਾਰ ਗਿਆਨੀ ਹਰਪ੍ਰੀਤ ਸਿੰਘ ਦੇ ਮਾਮਲੇ ਵਿਚ ਜਾਂਚ ਕਮੇਟੀ ਦਾ ਸਮਾਂ ਇਕ ਮਹੀਨਾ ਵਧਾਇਆ (231, 200, 709, 216)
story2-byline-place: •ਅੰਮ੍ਰਿਤਸਰ / 31 ਦਸੰਬਰ (46, 620, 140, 630)
